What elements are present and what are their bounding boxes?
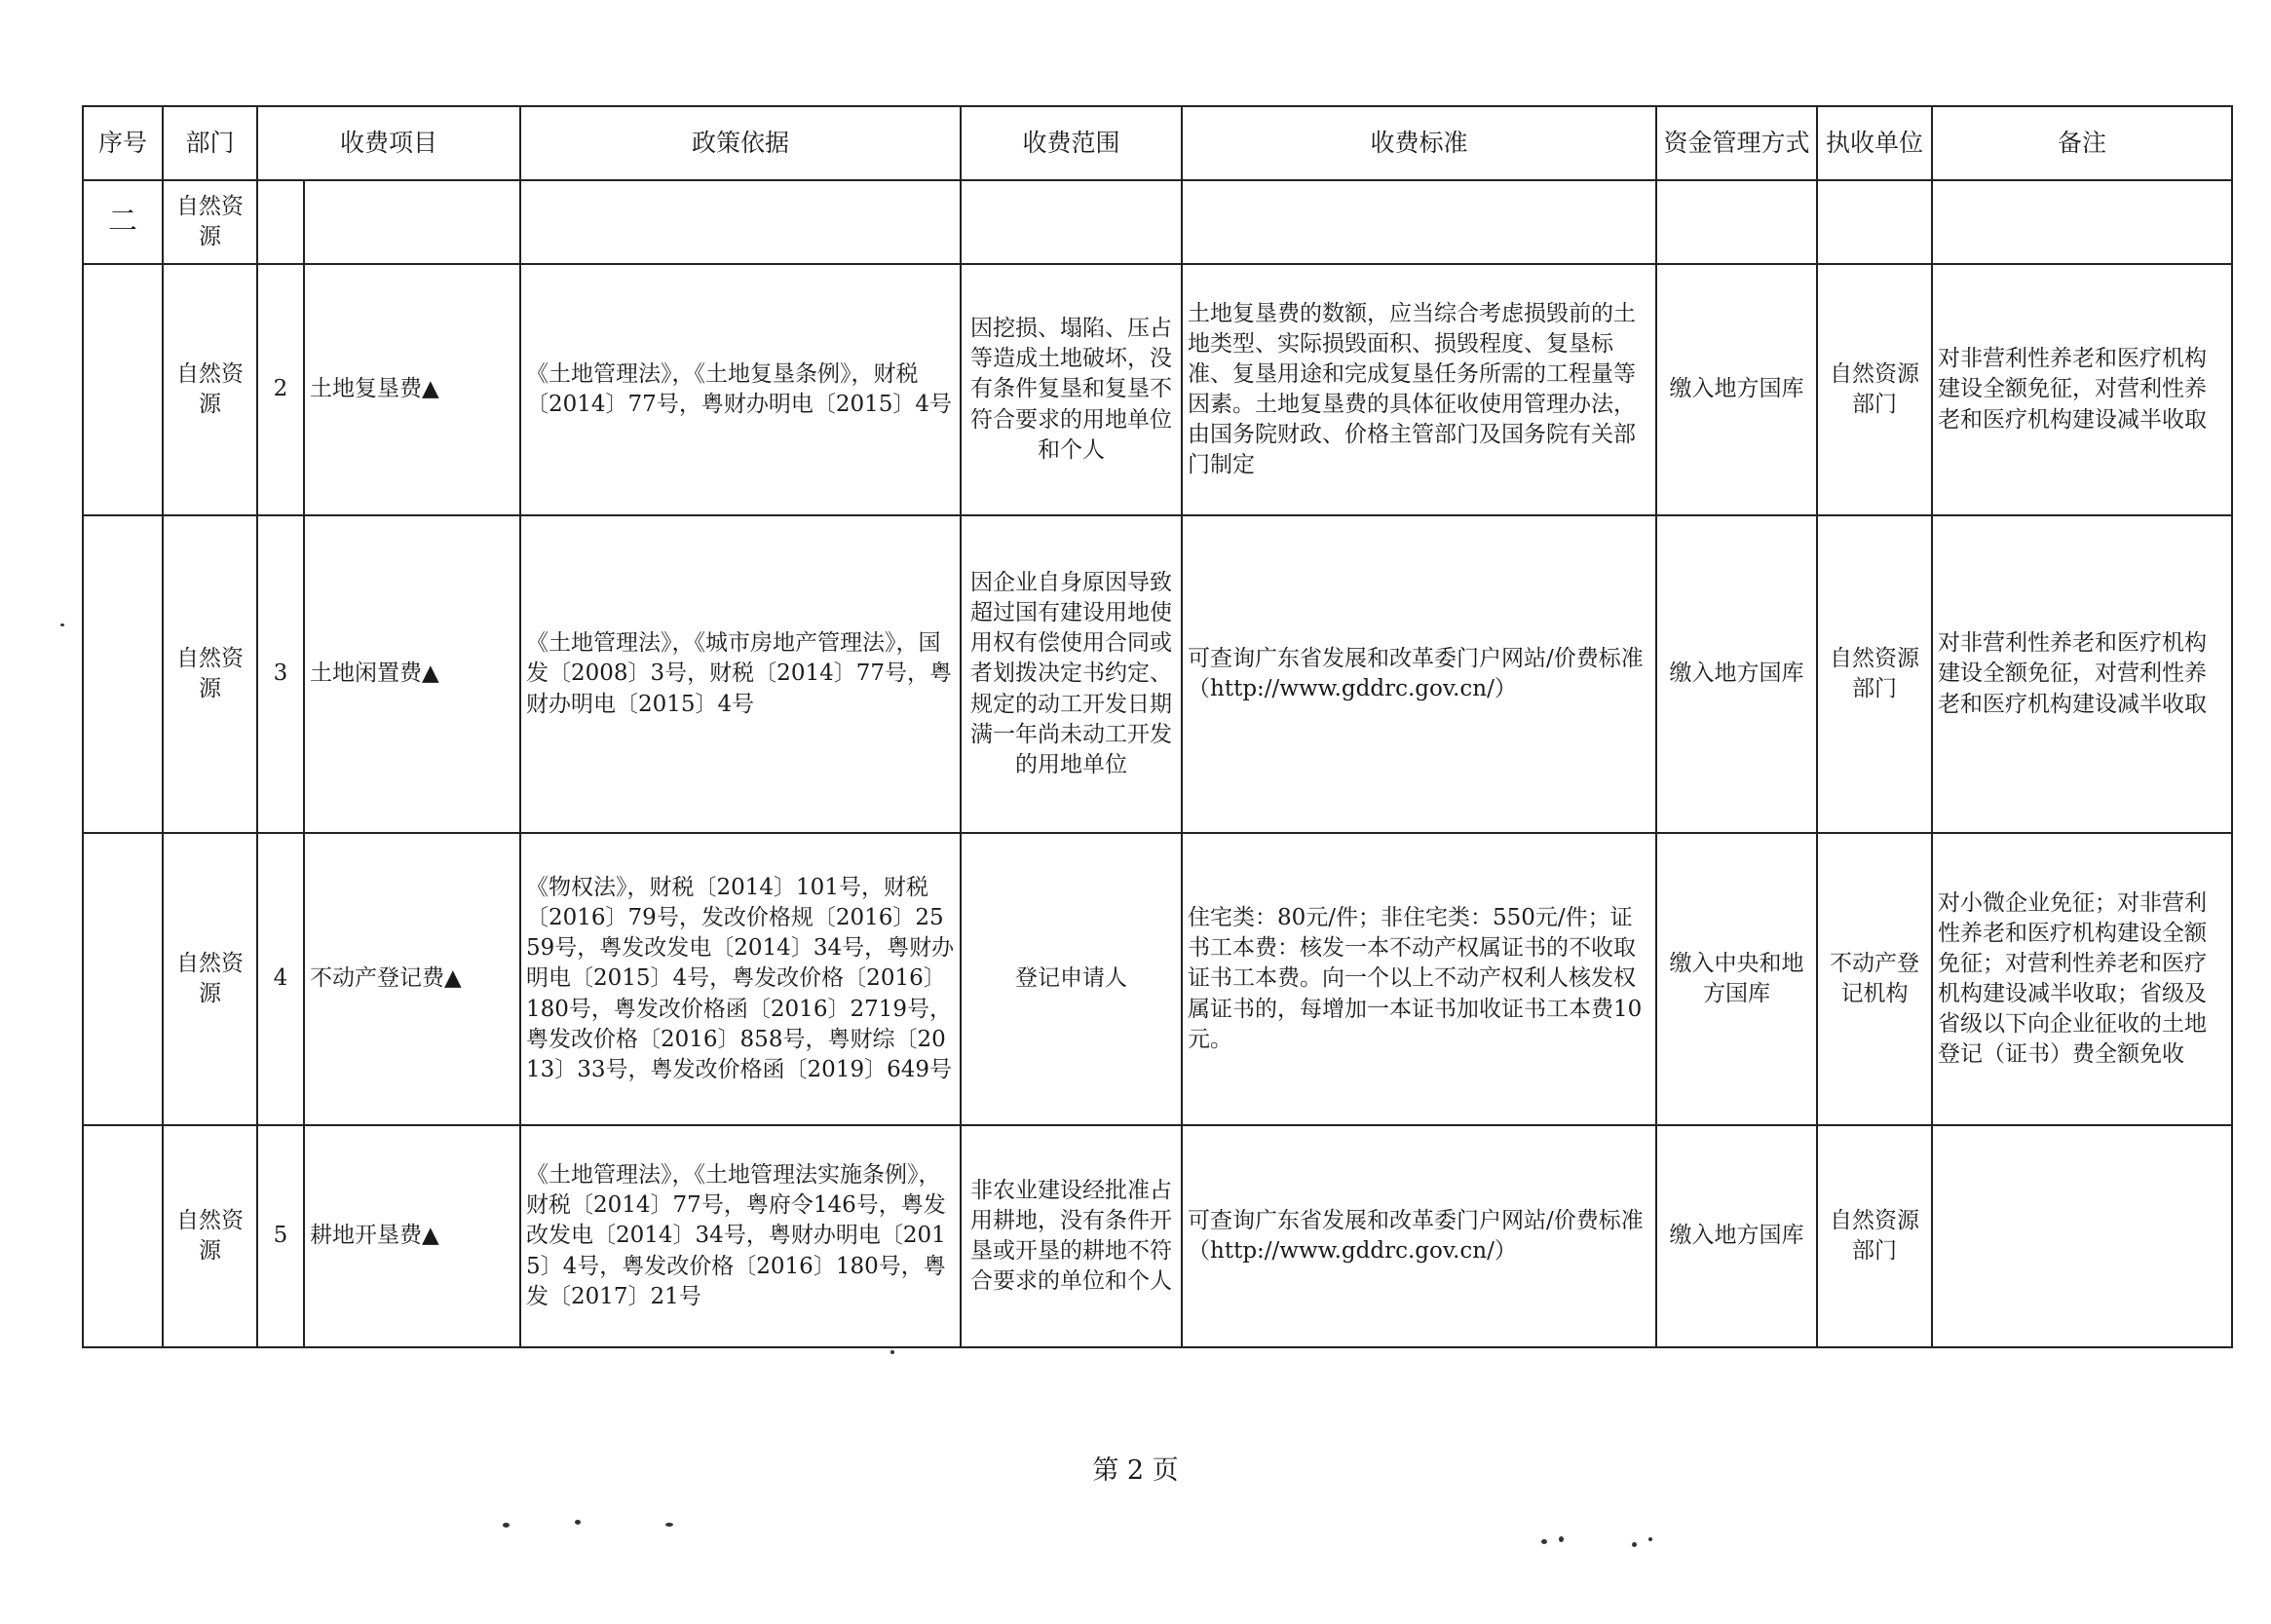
row-scope: 登记申请人 [961, 833, 1182, 1125]
header-unit: 执收单位 [1817, 106, 1932, 180]
row-item: 耕地开垦费▲ [304, 1125, 520, 1347]
row-fund: 缴入中央和地方国库 [1656, 833, 1817, 1125]
row-note: 对非营利性养老和医疗机构建设全额免征，对营利性养老和医疗机构建设减半收取 [1932, 515, 2232, 833]
row-standard: 土地复垦费的数额，应当综合考虑损毁前的土地类型、实际损毁面积、损毁程度、复垦标准、复垦用途和完成复垦任务所需的工程量等因素。土地复垦费的具体征收使用管理办法，由国务院财政、价格主管部门及国务院有关部门制定 [1182, 264, 1656, 515]
row-policy: 《土地管理法》，《土地管理法实施条例》，财税〔2014〕77号，粤府令146号，粤发改发电〔2014〕34号，粤财办明电〔2015〕4号，粤发改价格〔2016〕180号，粤发〔2017〕21号 [520, 1125, 961, 1347]
table-row [83, 515, 2232, 833]
scan-speck [503, 1523, 510, 1528]
row-unit: 自然资源部门 [1817, 1125, 1932, 1347]
row-scope: 因企业自身原因导致超过国有建设用地使用权有偿使用合同或者划拨决定书约定、规定的动工开发日期满一年尚未动工开发的用地单位 [961, 515, 1182, 833]
empty-cell [1656, 180, 1817, 264]
row-fund: 缴入地方国库 [1656, 1125, 1817, 1347]
row-note [1932, 1125, 2232, 1347]
scan-speck [890, 1350, 894, 1354]
scan-speck [1632, 1542, 1637, 1547]
header-seq: 序号 [83, 106, 163, 180]
row-number: 5 [257, 1125, 304, 1347]
row-item: 土地复垦费▲ [304, 264, 520, 515]
empty-cell [304, 180, 520, 264]
scan-speck [1648, 1537, 1652, 1541]
empty-cell [1932, 180, 2232, 264]
row-scope: 因挖损、塌陷、压占等造成土地破坏，没有条件复垦和复垦不符合要求的用地单位和个人 [961, 264, 1182, 515]
header-note: 备注 [1932, 106, 2232, 180]
empty-cell [257, 180, 304, 264]
fee-table [82, 105, 2233, 1348]
header-dept: 部门 [163, 106, 257, 180]
row-item: 不动产登记费▲ [304, 833, 520, 1125]
row-unit: 自然资源部门 [1817, 264, 1932, 515]
row-policy: 《土地管理法》，《土地复垦条例》，财税〔2014〕77号，粤财办明电〔2015〕4号 [520, 264, 961, 515]
header-fund: 资金管理方式 [1656, 106, 1817, 180]
row-standard: 可查询广东省发展和改革委门户网站/价费标准（http://www.gddrc.gov.cn/） [1182, 1125, 1656, 1347]
row-unit: 不动产登记机构 [1817, 833, 1932, 1125]
category-row [83, 180, 2232, 264]
table-row [83, 833, 2232, 1125]
row-number: 2 [257, 264, 304, 515]
table-row [83, 264, 2232, 515]
header-row [83, 106, 2232, 180]
row-number: 4 [257, 833, 304, 1125]
empty-cell [520, 180, 961, 264]
scan-speck [1541, 1539, 1547, 1544]
row-standard: 住宅类：80元/件；非住宅类：550元/件；证书工本费：核发一本不动产权属证书的不收取证书工本费。向一个以上不动产权利人核发权属证书的，每增加一本证书加收证书工本费10元。 [1182, 833, 1656, 1125]
page-number: 第 2 页 [1092, 1455, 1179, 1486]
row-dept: 自然资源 [163, 1125, 257, 1347]
row-dept: 自然资源 [163, 515, 257, 833]
header-standard: 收费标准 [1182, 106, 1656, 180]
row-seq [83, 264, 163, 515]
row-standard: 可查询广东省发展和改革委门户网站/价费标准（http://www.gddrc.gov.cn/） [1182, 515, 1656, 833]
fee-table-sheet [82, 105, 2231, 1344]
row-policy: 《土地管理法》，《城市房地产管理法》，国发〔2008〕3号，财税〔2014〕77号，粤财办明电〔2015〕4号 [520, 515, 961, 833]
row-unit: 自然资源部门 [1817, 515, 1932, 833]
category-dept: 自然资源 [163, 180, 257, 264]
empty-cell [1182, 180, 1656, 264]
row-dept: 自然资源 [163, 264, 257, 515]
row-note: 对非营利性养老和医疗机构建设全额免征，对营利性养老和医疗机构建设减半收取 [1932, 264, 2232, 515]
header-scope: 收费范围 [961, 106, 1182, 180]
scan-speck [665, 1523, 673, 1527]
row-number: 3 [257, 515, 304, 833]
header-item: 收费项目 [257, 106, 520, 180]
table-row [83, 1125, 2232, 1347]
row-fund: 缴入地方国库 [1656, 264, 1817, 515]
row-scope: 非农业建设经批准占用耕地，没有条件开垦或开垦的耕地不符合要求的单位和个人 [961, 1125, 1182, 1347]
row-dept: 自然资源 [163, 833, 257, 1125]
scan-speck [1559, 1536, 1564, 1542]
scan-speck [60, 623, 64, 626]
row-seq [83, 515, 163, 833]
scan-speck [575, 1520, 581, 1525]
row-note: 对小微企业免征；对非营利性养老和医疗机构建设全额免征；对营利性养老和医疗机构建设减半收取；省级及省级以下向企业征收的土地登记（证书）费全额免收 [1932, 833, 2232, 1125]
row-policy: 《物权法》，财税〔2014〕101号，财税〔2016〕79号，发改价格规〔2016〕2559号，粤发改发电〔2014〕34号，粤财办明电〔2015〕4号，粤发改价格〔2016〕180号，粤发改价格函〔2016〕2719号，粤发改价格〔2016〕858号，粤财综〔2013〕33号，粤发改价格函〔2019〕649号 [520, 833, 961, 1125]
row-fund: 缴入地方国库 [1656, 515, 1817, 833]
row-seq [83, 1125, 163, 1347]
row-seq [83, 833, 163, 1125]
row-item: 土地闲置费▲ [304, 515, 520, 833]
header-policy: 政策依据 [520, 106, 961, 180]
category-seq: 二 [83, 180, 163, 264]
empty-cell [1817, 180, 1932, 264]
empty-cell [961, 180, 1182, 264]
